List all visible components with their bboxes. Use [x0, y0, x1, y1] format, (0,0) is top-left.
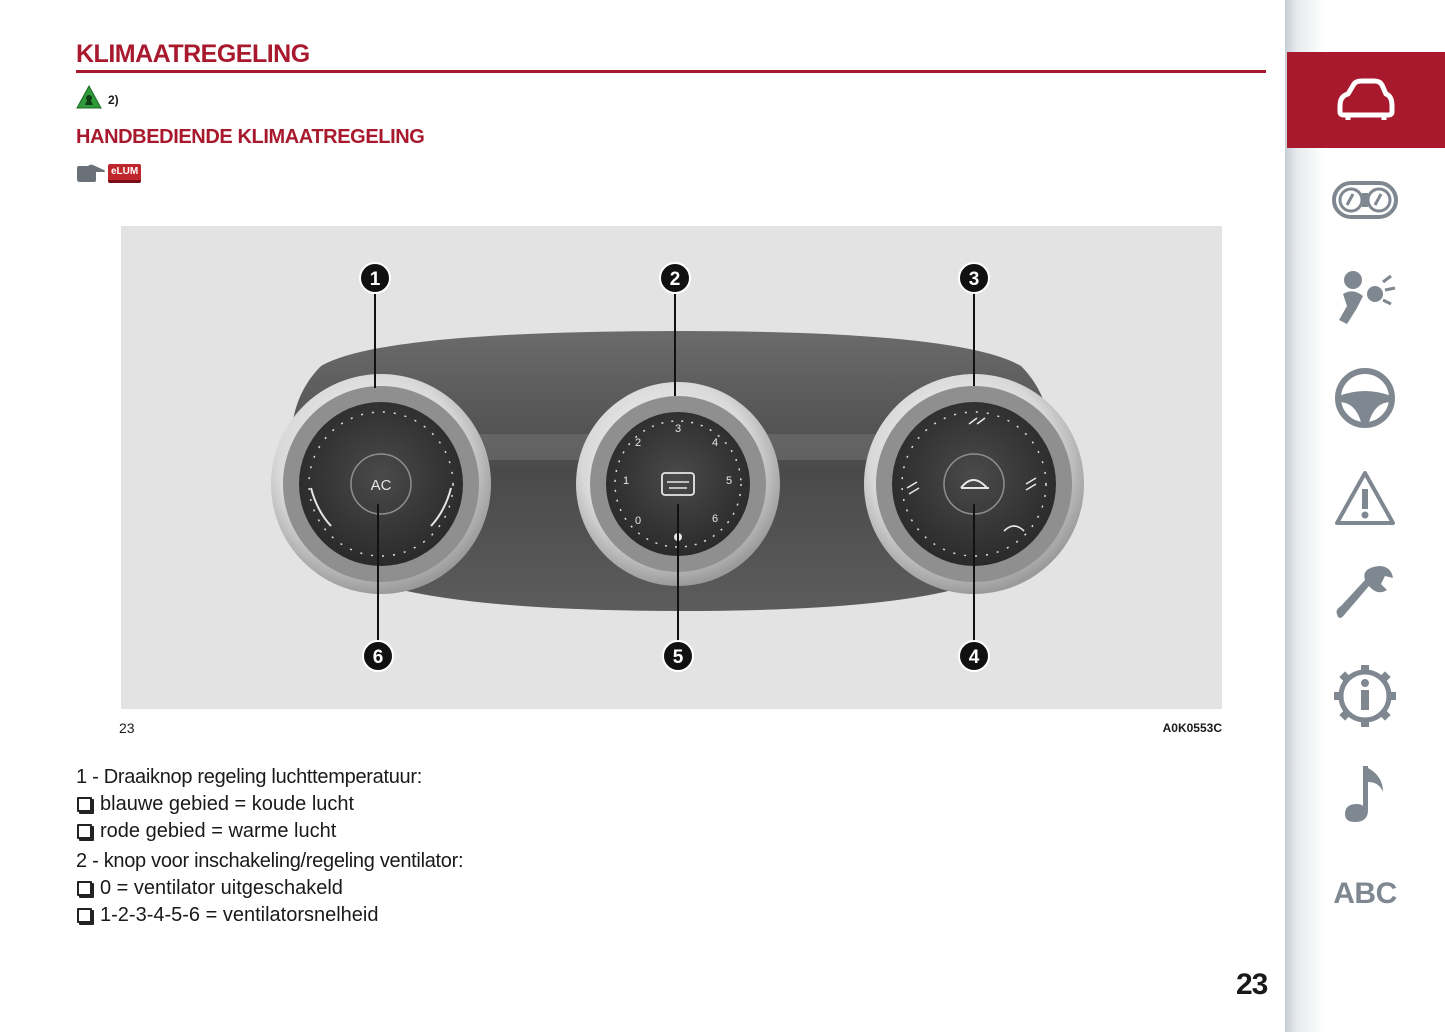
checkbox-bullet-icon [77, 908, 92, 923]
tab-maintenance[interactable] [1285, 548, 1445, 644]
dashboard-icon [1331, 177, 1399, 223]
legend-group [76, 848, 776, 929]
fan-scale-label: 0 [634, 515, 642, 527]
legend-bullet [76, 791, 776, 818]
figure-number: 23 [119, 720, 135, 736]
ac-label: AC [370, 477, 392, 494]
callout-label: 5 [672, 647, 684, 668]
tab-safety[interactable] [1285, 250, 1445, 346]
car-icon [1334, 76, 1398, 124]
callout-label: 3 [968, 269, 980, 290]
legend-bullet [76, 902, 776, 929]
section-title: HANDBEDIENDE KLIMAATREGELING [76, 126, 425, 148]
climate-control-figure [121, 226, 1222, 709]
tab-multimedia[interactable] [1285, 746, 1445, 842]
legend-heading: 1 - Draaiknop regeling luchttemperatuur: [76, 766, 422, 788]
fan-scale-label: 6 [711, 513, 719, 525]
page-title: KLIMAATREGELING [76, 40, 310, 68]
checkbox-bullet-icon [77, 881, 92, 896]
legend-bullet [76, 818, 776, 845]
warning-triangle-icon [1333, 469, 1397, 527]
fan-scale-label: 3 [674, 423, 682, 435]
callout-label: 2 [669, 269, 681, 290]
figure-code: A0K0553C [1162, 721, 1222, 735]
tab-index[interactable] [1285, 846, 1445, 942]
climate-panel-illustration [121, 226, 1222, 709]
music-note-icon [1337, 762, 1393, 826]
version-indicator [76, 160, 141, 186]
abc-index-label: ABC [1333, 877, 1397, 910]
legend [76, 764, 776, 932]
airbag-icon [1333, 268, 1397, 328]
legend-bullet-text: rode gebied = warme lucht [100, 820, 337, 842]
legend-bullet-text: 0 = ventilator uitgeschakeld [100, 877, 343, 899]
warning-reference [76, 84, 119, 110]
tab-dashboard[interactable] [1285, 152, 1445, 248]
tab-emergency[interactable] [1285, 450, 1445, 546]
callout-label: 1 [369, 269, 381, 290]
pointing-hand-icon [76, 162, 106, 184]
warning-ref-number: 2) [108, 93, 119, 107]
title-underline [76, 70, 1266, 73]
callout-label: 4 [968, 647, 980, 668]
legend-bullet [76, 875, 776, 902]
fan-scale-label: 4 [711, 437, 719, 449]
callout-label: 6 [372, 647, 384, 668]
tab-technical-data[interactable] [1285, 648, 1445, 744]
tab-car[interactable] [1287, 52, 1445, 148]
fan-scale-label: 1 [622, 475, 630, 487]
legend-bullet-text: blauwe gebied = koude lucht [100, 793, 355, 815]
fan-scale-label: 2 [634, 437, 642, 449]
environment-warning-icon [76, 85, 102, 109]
fan-scale-label: 5 [725, 475, 733, 487]
page-number: 23 [1236, 968, 1268, 1001]
wrench-icon [1333, 562, 1397, 630]
steering-wheel-icon [1333, 366, 1397, 430]
info-gear-icon [1332, 663, 1398, 729]
tab-driving[interactable] [1285, 350, 1445, 446]
legend-group [76, 764, 776, 845]
checkbox-bullet-icon [77, 824, 92, 839]
temperature-knob [271, 374, 491, 594]
legend-heading: 2 - knop voor inschakeling/regeling ventilator: [76, 850, 464, 872]
checkbox-bullet-icon [77, 797, 92, 812]
elum-badge: eLUM [108, 164, 141, 183]
chapter-sidebar [1285, 0, 1445, 1032]
legend-bullet-text: 1-2-3-4-5-6 = ventilatorsnelheid [100, 904, 379, 926]
